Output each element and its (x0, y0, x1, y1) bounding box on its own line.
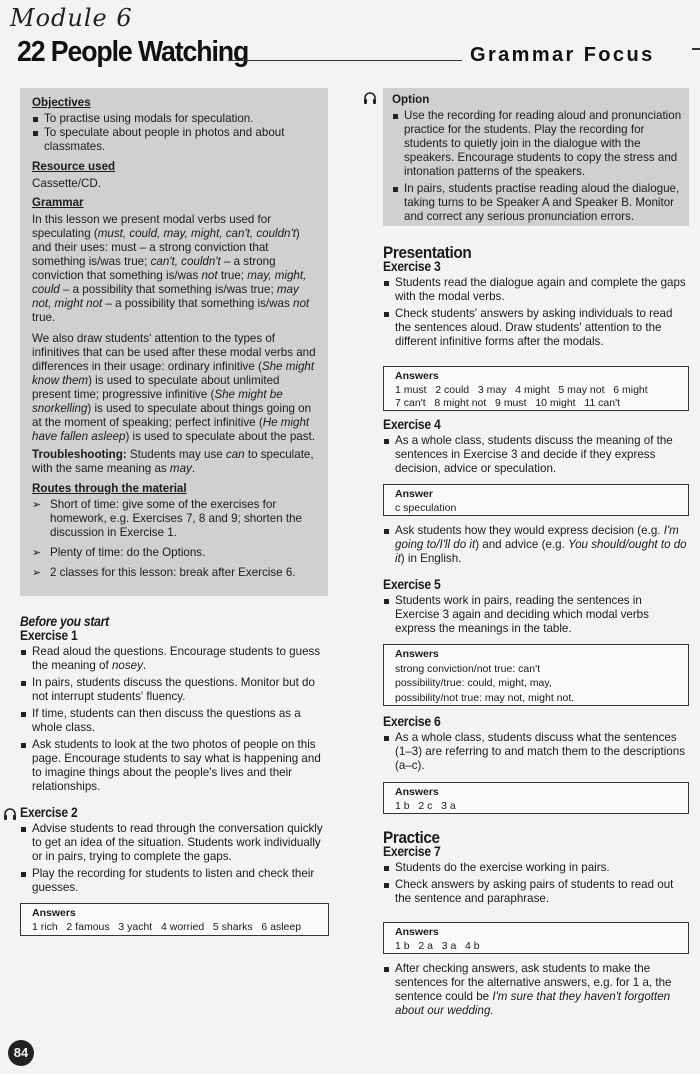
presentation-block (383, 243, 689, 349)
ex7-answers-box (383, 922, 689, 954)
ex3-heading: Exercise 3 (383, 259, 441, 274)
ex4-answer: c speculation (395, 501, 457, 514)
resource-text: Cassette/CD. (32, 177, 101, 190)
objective-item: To practise using modals for speculation. (32, 112, 320, 126)
ex7-item: After checking answers, ask students to make the sentences for the alternative answers, e.g. for 1 a, the sentence could be I'm sure that they haven't forgotten about our wedding. (383, 962, 689, 1018)
title-rule (228, 60, 462, 61)
ex7-item: Students do the exercise working in pairs. (383, 861, 689, 875)
ex3-item: Check students' answers by asking individuals to read the sentences aloud. Draw students' attention to the different infinitive forms after the modals. (383, 307, 689, 349)
objectives-content (32, 96, 320, 580)
answers-label: Answers (395, 370, 439, 382)
answers-label: Answers (32, 907, 76, 919)
ex5-item: Students work in pairs, reading the sentences in Exercise 3 again and deciding which modal verbs express the meanings in the table. (383, 594, 689, 636)
ex7-heading: Exercise 7 (383, 844, 441, 859)
ex1-item: Ask students to look at the two photos of people on this page. Encourage students to say what is happening and to imagine things about the people's lives and their relationships. (20, 738, 330, 794)
ex6-answers-box (383, 782, 689, 814)
left-column (20, 615, 330, 794)
grammar-paragraph-1: In this lesson we present modal verbs used for speculating (must, could, may, might, can't, couldn't) and their uses: must – a strong conviction that something is/was true; can't, couldn't – a strong conviction that something is/was not true; may, might, could – a possibility that something is/was true; may not, might not – a possibility that something is/was not true. (32, 213, 310, 324)
ex3-item: Students read the dialogue again and complete the gaps with the modal verbs. (383, 276, 689, 304)
ex4-followup (383, 524, 689, 566)
ex6-block (383, 715, 689, 773)
route-item: ➢ Plenty of time: do the Options. (32, 546, 320, 560)
ex5-heading: Exercise 5 (383, 577, 441, 592)
routes-heading: Routes through the material (32, 482, 187, 495)
ex7-item: Check answers by asking pairs of students to read out the sentence and paraphrase. (383, 878, 689, 906)
section-title-text: Grammar Focus (470, 44, 655, 66)
option-item: Use the recording for reading aloud and pronunciation practice for the students. Play the recording for students to quietly join in the dialogue with the speakers. Encourage students to copy the stress and intonation patterns of the speakers. (392, 109, 684, 179)
option-content (392, 93, 684, 224)
objectives-heading: Objectives (32, 96, 91, 109)
ex4-answer-box (383, 484, 689, 516)
route-item: ➢ Short of time: give some of the exercises for homework, e.g. Exercises 7, 8 and 9; shorten the discussion in Exercise 1. (32, 498, 320, 540)
section-title (470, 44, 655, 67)
objective-item: To speculate about people in photos and about classmates. (32, 126, 320, 154)
answers-label: Answers (395, 926, 439, 938)
ex2-answers: 1 rich 2 famous 3 yacht 4 worried 5 sharks 6 asleep (32, 920, 302, 933)
ex5-block (383, 578, 689, 636)
ex5-answer-line: strong conviction/not true: can't (395, 662, 541, 675)
edge-mark (692, 48, 700, 50)
page-title: 22 People Watching (17, 36, 249, 68)
ex5-answer-line: possibility/not true: may not, might not. (395, 691, 575, 704)
ex2-block (20, 806, 330, 895)
ex5-answer-line: possibility/true: could, might, may, (395, 677, 552, 689)
ex6-answers: 1 b 2 c 3 a (395, 799, 456, 812)
ex4-heading: Exercise 4 (383, 417, 441, 432)
ex2-heading: Exercise 2 (20, 805, 78, 820)
headphones-icon (3, 807, 17, 821)
ex3-answers-line2: 7 can't 8 might not 9 must 10 might 11 can't (395, 397, 621, 409)
troubleshooting: Troubleshooting: Students may use can to speculate, with the same meaning as may. (32, 448, 314, 475)
headphones-icon (363, 91, 377, 105)
troubleshooting-label: Troubleshooting: (32, 448, 127, 461)
ex6-item: As a whole class, students discuss what the sentences (1–3) are referring to and match them to the descriptions (a–c). (383, 731, 689, 773)
ex1-item: In pairs, students discuss the questions. Monitor but do not interrupt students' fluency. (20, 676, 330, 704)
option-item: In pairs, students practise reading aloud the dialogue, taking turns to be Speaker A and Speaker B. Monitor and correct any serious pronunciation errors. (392, 182, 684, 224)
ex3-answers-line1: 1 must 2 could 3 may 4 might 5 may not 6 might (395, 383, 648, 396)
ex5-answers-box (383, 644, 689, 706)
ex1-heading: Exercise 1 (20, 628, 78, 643)
before-heading: Before you start (20, 614, 109, 629)
option-heading: Option (392, 93, 430, 106)
ex1-item: Read aloud the questions. Encourage students to guess the meaning of nosey. (20, 645, 330, 673)
ex7-answers: 1 b 2 a 3 a 4 b (395, 939, 480, 952)
answer-label: Answer (395, 488, 433, 500)
ex4-item: Ask students how they would express decision (e.g. I'm going to/I'll do it) and advice (e.g. You should/ought to do it) in English. (383, 524, 689, 566)
module-label: Module 6 (10, 4, 133, 32)
ex3-answers-box (383, 366, 689, 411)
ex7-followup (383, 962, 689, 1018)
page-number: 84 (8, 1040, 34, 1066)
ex6-heading: Exercise 6 (383, 714, 441, 729)
ex2-item: Advise students to read through the conversation quickly to get an idea of the situation. Students work individually or in pairs, trying to complete the gaps. (20, 822, 330, 864)
grammar-paragraph-2: We also draw students' attention to the types of infinitives that can be used after these modal verbs and differences in their usage: ordinary infinitive (She might know them) is used to speculate about unlimited present time; progressive infinitive (She might be snorkelling) is used to speculate about things going on at the moment of speaking; perfect infinitive (He might have fallen asleep) is used to speculate about the past. (32, 332, 316, 443)
resource-heading: Resource used (32, 160, 116, 173)
answers-label: Answers (395, 786, 439, 798)
ex4-block (383, 418, 689, 476)
ex2-item: Play the recording for students to listen and check their guesses. (20, 867, 330, 895)
ex4-item: As a whole class, students discuss the meaning of the sentences in Exercise 3 and decide if they express decision, advice or speculation. (383, 434, 689, 476)
presentation-heading: Presentation (383, 243, 472, 262)
practice-block (383, 828, 689, 906)
practice-heading: Practice (383, 828, 440, 847)
ex1-item: If time, students can then discuss the questions as a whole class. (20, 707, 330, 735)
grammar-heading: Grammar (32, 196, 84, 209)
route-item: ➢ 2 classes for this lesson: break after Exercise 6. (32, 566, 320, 580)
ex2-answers-box (20, 903, 329, 936)
answers-label: Answers (395, 648, 439, 660)
